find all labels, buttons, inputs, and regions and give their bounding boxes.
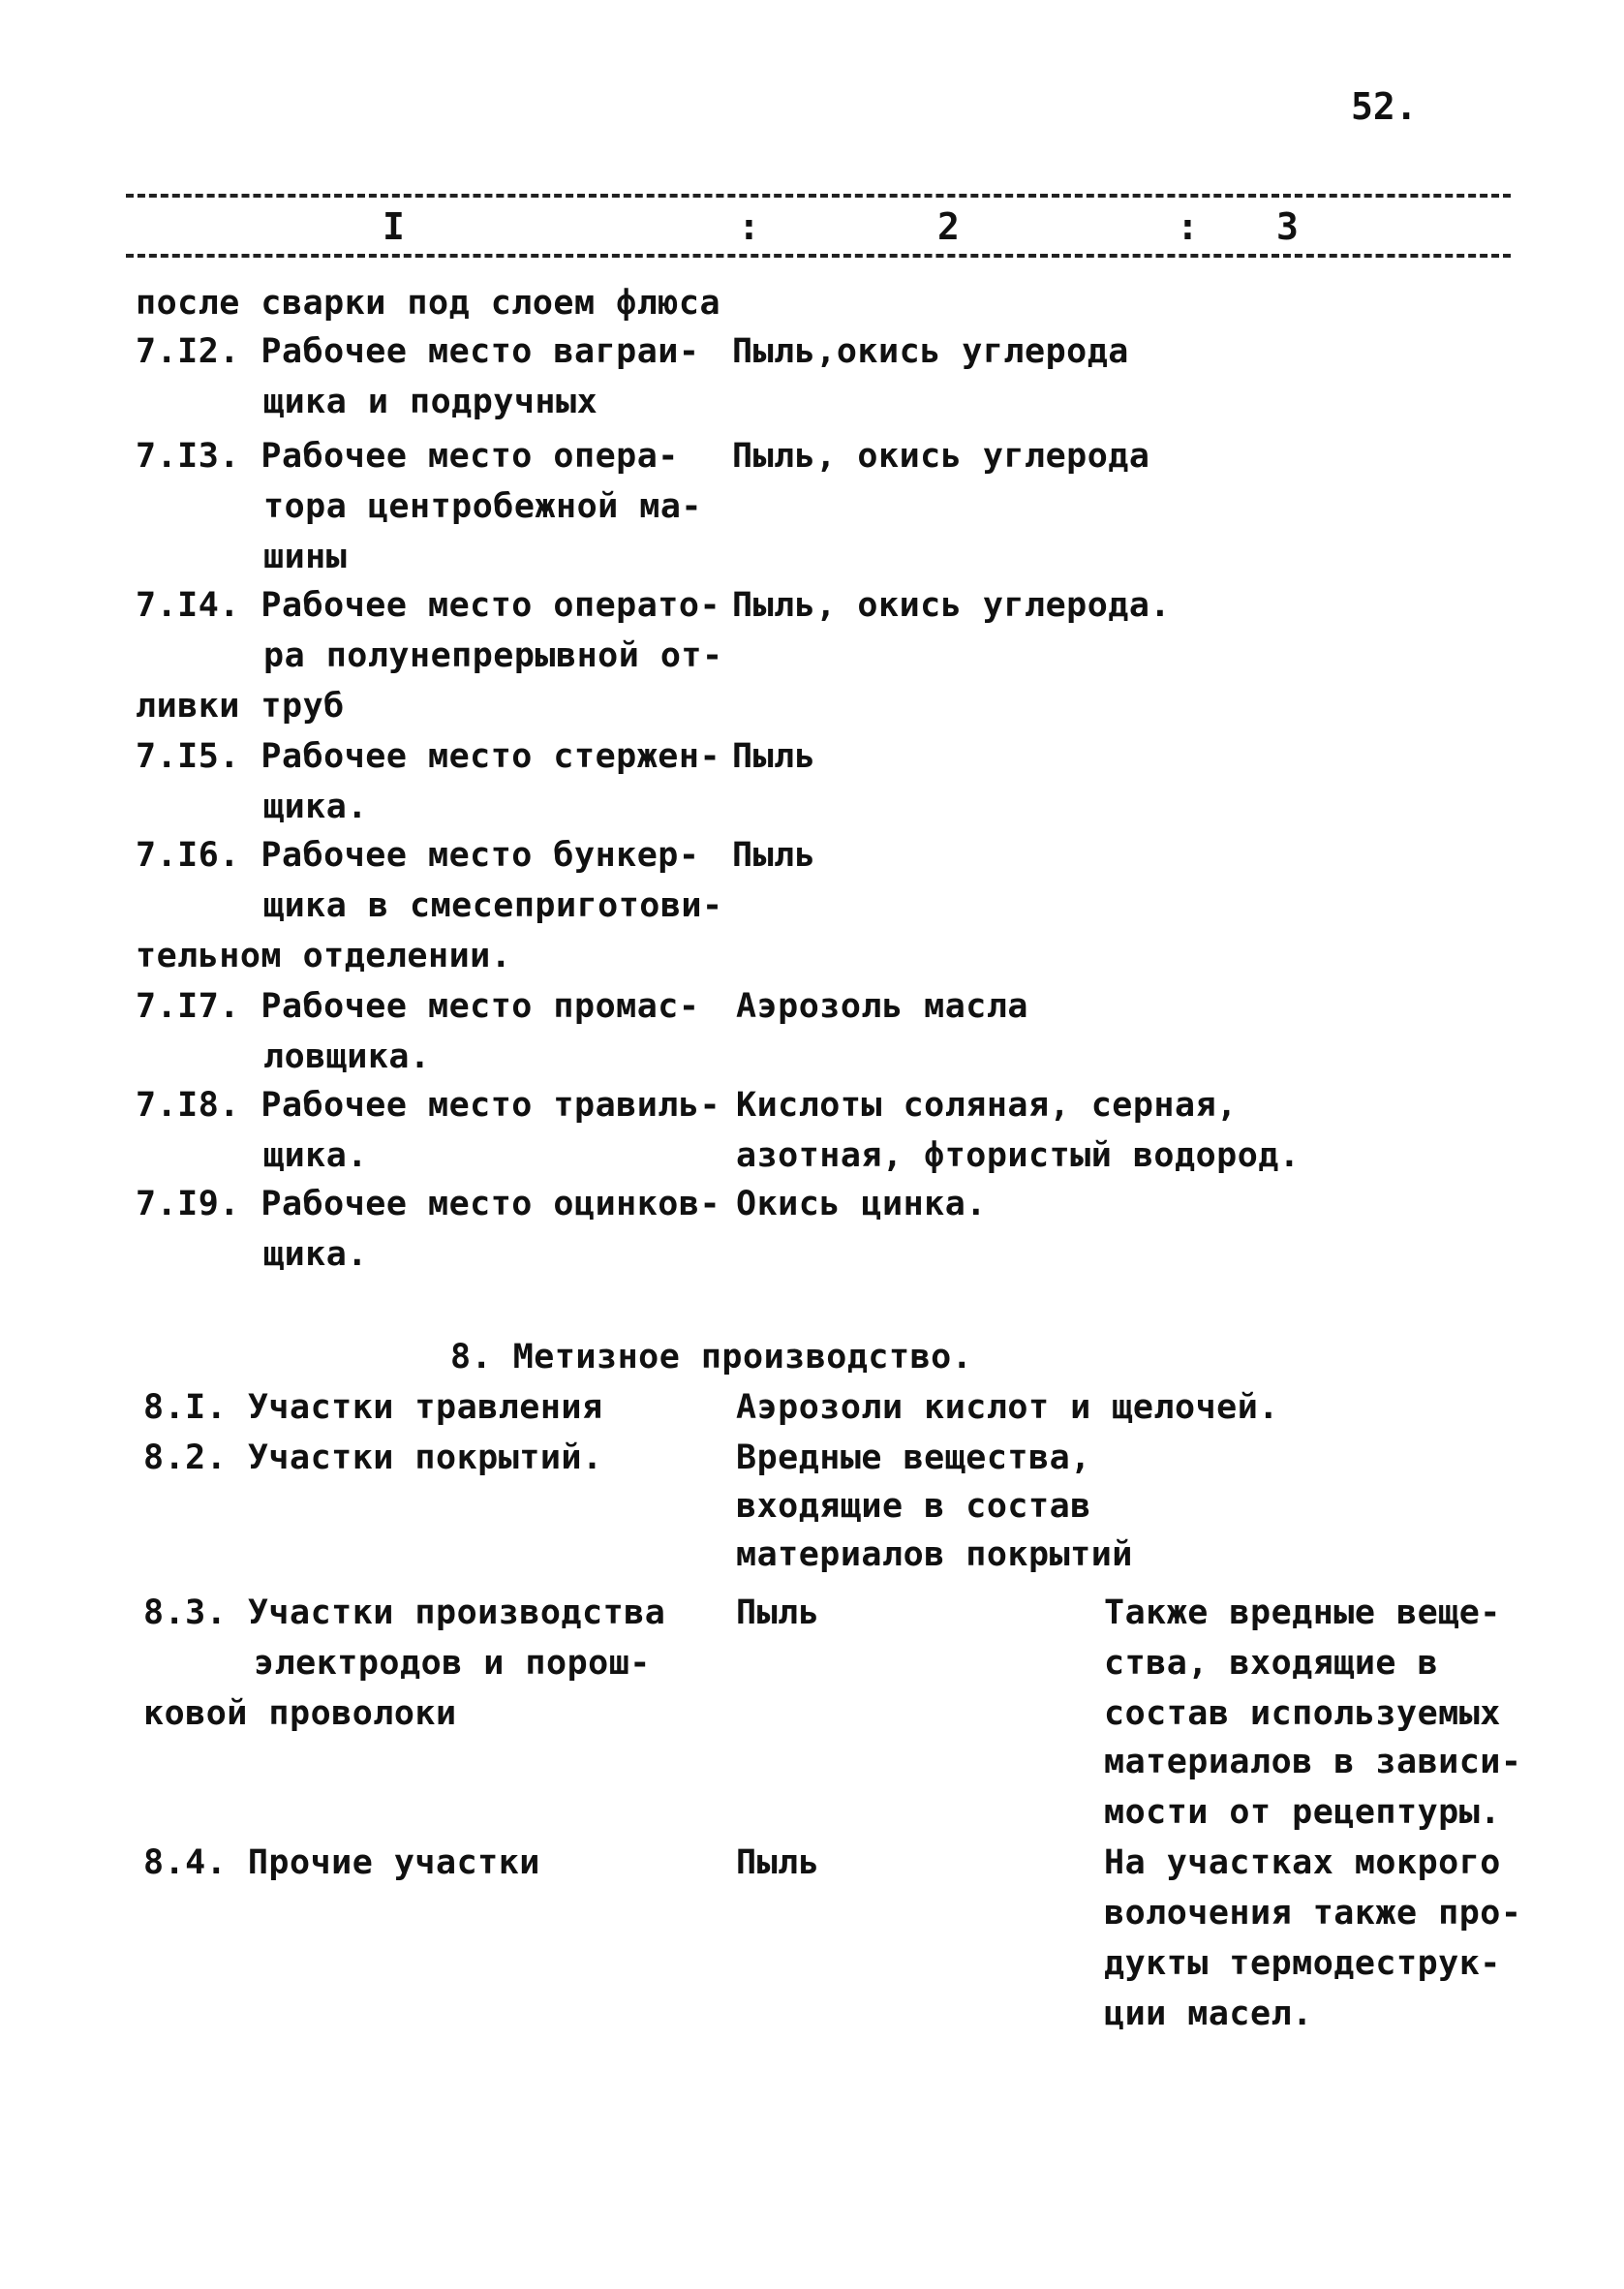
note-text: ства, входящие в bbox=[1104, 1644, 1439, 1683]
text-line: 7.I3. Рабочее место опера- bbox=[136, 437, 679, 476]
text-line: щика. bbox=[263, 1136, 368, 1175]
note-text: дукты термодеструк- bbox=[1104, 1944, 1501, 1983]
section-title: 8. Метизное производство. bbox=[450, 1338, 973, 1376]
hazard-text: Пыль bbox=[736, 1593, 820, 1632]
text-line: 7.I8. Рабочее место травиль- bbox=[136, 1086, 721, 1125]
text-line: 8.I. Участки травления bbox=[143, 1388, 603, 1427]
text-line: 8.3. Участки производства bbox=[143, 1593, 666, 1632]
note-text: материалов в зависи- bbox=[1104, 1743, 1522, 1781]
text-line: ковой проволоки bbox=[143, 1694, 457, 1733]
hazard-text: Аэрозоль масла bbox=[736, 987, 1029, 1026]
hazard-text: Пыль, окись углерода. bbox=[732, 586, 1172, 625]
hazard-text: Кислоты соляная, серная, bbox=[736, 1086, 1238, 1125]
hazard-text: Вредные вещества, bbox=[736, 1438, 1091, 1477]
page-number: 52. bbox=[1351, 85, 1418, 128]
note-text: На участках мокрого bbox=[1104, 1843, 1501, 1882]
text-line: 7.I7. Рабочее место промас- bbox=[136, 987, 700, 1026]
text-line: 7.I9. Рабочее место оцинков- bbox=[136, 1185, 721, 1223]
hazard-text: Пыль bbox=[732, 836, 816, 875]
note-text: мости от рецептуры. bbox=[1104, 1793, 1501, 1832]
note-text: Также вредные веще- bbox=[1104, 1593, 1501, 1632]
text-line: ра полунепрерывной от- bbox=[263, 636, 723, 675]
text-line: тора центробежной ма- bbox=[263, 487, 703, 526]
text-line: ловщика. bbox=[263, 1037, 431, 1076]
note-text: состав используемых bbox=[1104, 1694, 1501, 1733]
hazard-text: Окись цинка. bbox=[736, 1185, 987, 1223]
text-line: щика в смесеприготови- bbox=[263, 886, 723, 925]
hazard-text: Пыль,окись углерода bbox=[732, 332, 1129, 371]
text-line: электродов и порош- bbox=[254, 1644, 651, 1683]
text-line: щика. bbox=[263, 788, 368, 826]
text-line: тельном отделении. bbox=[136, 937, 512, 975]
hazard-text: входящие в состав bbox=[736, 1487, 1091, 1526]
text-line: шины bbox=[263, 538, 348, 576]
hazard-text: Пыль, окись углерода bbox=[732, 437, 1150, 476]
column-header-3: 3 bbox=[1276, 205, 1299, 248]
note-text: волочения также про- bbox=[1104, 1894, 1522, 1933]
text-line: ливки труб bbox=[136, 687, 345, 726]
text-line: щика. bbox=[263, 1235, 368, 1274]
text-line: 8.4. Прочие участки bbox=[143, 1843, 540, 1882]
text-line: 7.I4. Рабочее место операто- bbox=[136, 586, 721, 625]
hazard-text: Аэрозоли кислот и щелочей. bbox=[736, 1388, 1279, 1427]
text-line: щика и подручных bbox=[263, 383, 598, 421]
text-line: после сварки под слоем флюса bbox=[136, 284, 721, 323]
text-line: 7.I2. Рабочее место ваграи- bbox=[136, 332, 700, 371]
header-rule-bottom bbox=[126, 254, 1511, 258]
text-line: 7.I5. Рабочее место стержен- bbox=[136, 737, 721, 776]
note-text: ции масел. bbox=[1104, 1995, 1313, 2033]
column-separator-1: : bbox=[738, 205, 760, 248]
header-rule-top bbox=[126, 194, 1511, 198]
column-separator-2: : bbox=[1177, 205, 1199, 248]
text-line: 8.2. Участки покрытий. bbox=[143, 1438, 603, 1477]
hazard-text: Пыль bbox=[736, 1843, 820, 1882]
hazard-text: Пыль bbox=[732, 737, 816, 776]
column-header-2: 2 bbox=[937, 205, 960, 248]
column-header-1: I bbox=[383, 205, 405, 248]
hazard-text: материалов покрытий bbox=[736, 1535, 1133, 1574]
text-line: 7.I6. Рабочее место бункер- bbox=[136, 836, 700, 875]
hazard-text: азотная, фтористый водород. bbox=[736, 1136, 1301, 1175]
